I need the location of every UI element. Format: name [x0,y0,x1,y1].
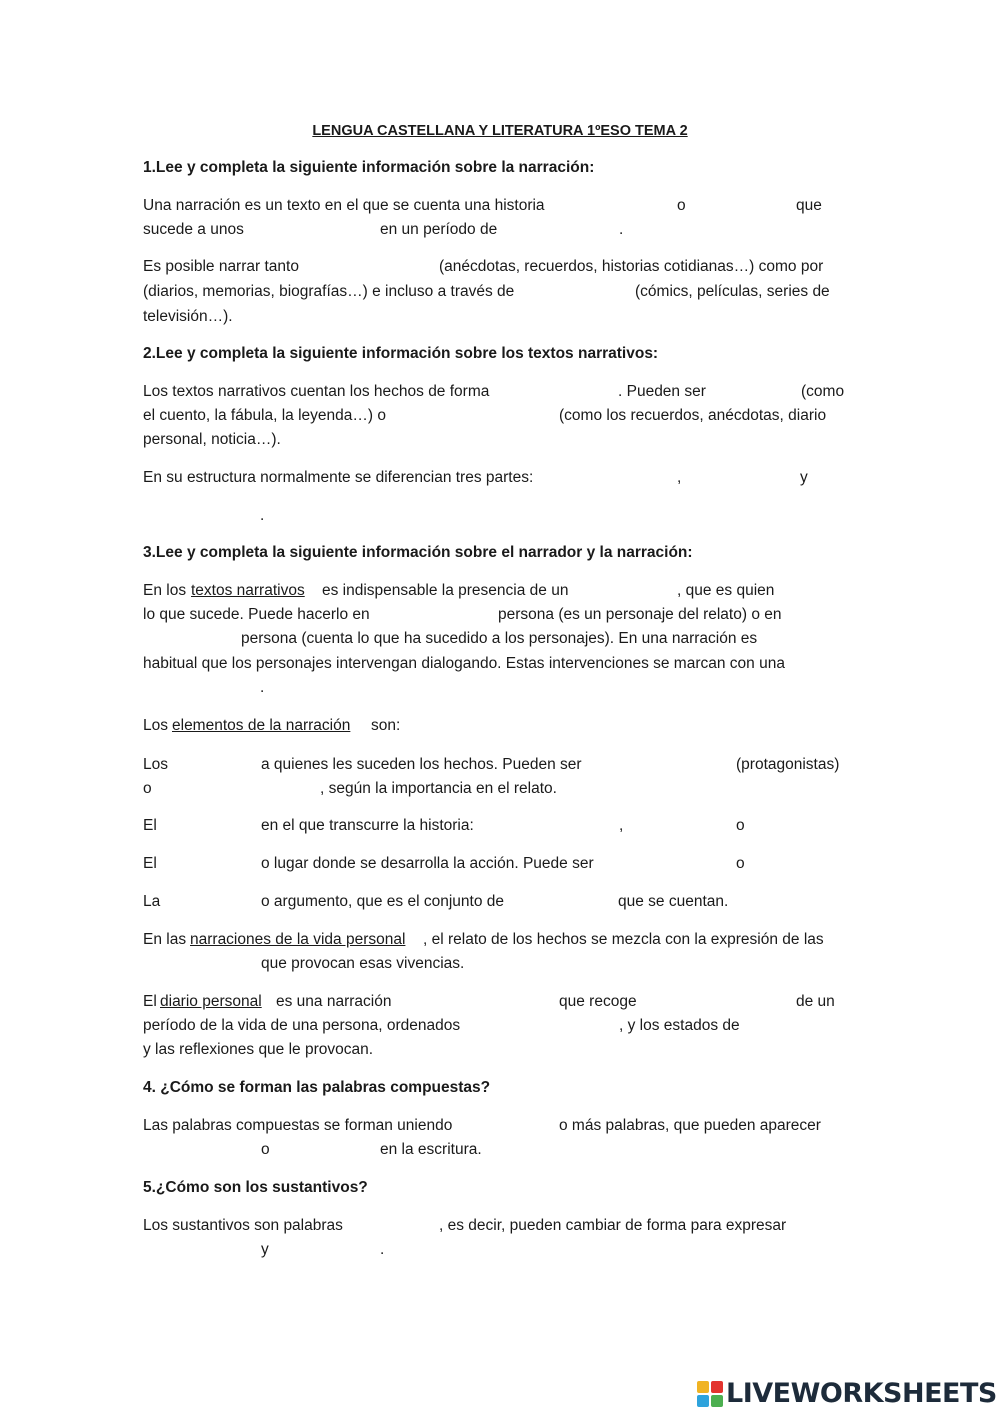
q3-text: El [143,855,157,872]
q4-text: Las palabras compuestas se forman uniendo [143,1117,453,1134]
q3-text: de un [796,993,835,1010]
q1-text: Es posible narrar tanto [143,258,299,275]
q2-text: Los textos narrativos cuentan los hechos de forma [143,383,490,400]
q3-text: habitual que los personajes intervengan dialogando. Estas intervenciones se marcan con una [143,655,785,672]
q3-text: En los [143,582,187,599]
q2-heading: 2.Lee y completa la siguiente información sobre los textos narrativos: [143,345,659,362]
q3-text: a quienes les suceden los hechos. Pueden ser [261,756,582,773]
q1-heading: 1.Lee y completa la siguiente información sobre la narración: [143,159,595,176]
q5-heading: 5.¿Cómo son los sustantivos? [143,1179,368,1196]
q3-text: o lugar donde se desarrolla la acción. Puede ser [261,855,594,872]
q2-text: el cuento, la fábula, la leyenda…) o [143,407,386,424]
q2-text: . Pueden ser [618,383,706,400]
q2-text: En su estructura normalmente se diferencian tres partes: [143,469,534,486]
liveworksheets-logo[interactable] [697,1378,997,1410]
q4-text: o más palabras, que pueden aparecer [559,1117,821,1134]
logo-text: LIVEWORKSHEETS [726,1378,997,1409]
q3-link-text: narraciones de la vida personal [190,931,406,948]
q3-text: es una narración [276,993,392,1010]
q3-text: El [143,817,157,834]
q5-text: , es decir, pueden cambiar de forma para expresar [439,1217,787,1234]
q3-text: es indispensable la presencia de un [322,582,569,599]
q3-text: que se cuentan. [618,893,729,910]
q3-text: (protagonistas) [736,756,840,773]
q3-text: , [619,817,624,834]
q3-text: en el que transcurre la historia: [261,817,474,834]
q3-text: son: [371,717,401,734]
q1-text: (cómics, películas, series de [635,283,830,300]
q1-text: . [619,221,624,238]
q3-text: , según la importancia en el relato. [320,780,557,797]
q3-link-text: textos narrativos [191,582,305,599]
page-title: LENGUA CASTELLANA Y LITERATURA 1ºESO TEMA 2 [312,123,688,139]
q5-text: Los sustantivos son palabras [143,1217,343,1234]
q1-text: (anécdotas, recuerdos, historias cotidianas…) como por [439,258,824,275]
logo-mark-icon [697,1381,723,1407]
q3-text: o [143,780,152,797]
q1-text: o [677,197,686,214]
q2-text: personal, noticia…). [143,431,281,448]
q3-text: , y los estados de [619,1017,740,1034]
q3-text: lo que sucede. Puede hacerlo en [143,606,370,623]
q5-text: . [380,1241,385,1258]
q3-text: que provocan esas vivencias. [261,955,465,972]
q3-text: o [736,817,745,834]
q3-text: que recoge [559,993,637,1010]
q3-text: La [143,893,161,910]
q1-text: en un período de [380,221,498,238]
q1-text: que [796,197,822,214]
q3-text: Los [143,717,168,734]
q3-text: Los [143,756,168,773]
q3-text: período de la vida de una persona, ordenados [143,1017,461,1034]
q3-text: , el relato de los hechos se mezcla con la expresión de las [423,931,824,948]
q3-text: . [260,679,265,696]
q1-text: televisión…). [143,308,233,325]
q3-text: persona (es un personaje del relato) o en [498,606,782,623]
q1-text: (diarios, memorias, biografías…) e incluso a través de [143,283,515,300]
q3-heading: 3.Lee y completa la siguiente información sobre el narrador y la narración: [143,544,693,561]
q3-link-text: elementos de la narración [172,717,351,734]
q2-text: . [260,507,265,524]
q2-text: (como los recuerdos, anécdotas, diario [559,407,827,424]
q3-text: , que es quien [677,582,775,599]
q4-heading: 4. ¿Cómo se forman las palabras compuestas? [143,1079,491,1096]
q3-text: En las [143,931,187,948]
q3-text: o argumento, que es el conjunto de [261,893,505,910]
q3-text: persona (cuenta lo que ha sucedido a los personajes). En una narración es [241,630,758,647]
q3-text: o [736,855,745,872]
q3-link-text: diario personal [160,993,262,1010]
q3-text: y las reflexiones que le provocan. [143,1041,374,1058]
q4-text: o [261,1141,270,1158]
q2-text: y [800,469,808,486]
q5-text: y [261,1241,269,1258]
q1-text: sucede a unos [143,221,244,238]
q2-text: (como [801,383,845,400]
q3-text: El [143,993,157,1010]
q2-text: , [677,469,682,486]
q1-text: Una narración es un texto en el que se cuenta una historia [143,197,545,214]
q4-text: en la escritura. [380,1141,482,1158]
